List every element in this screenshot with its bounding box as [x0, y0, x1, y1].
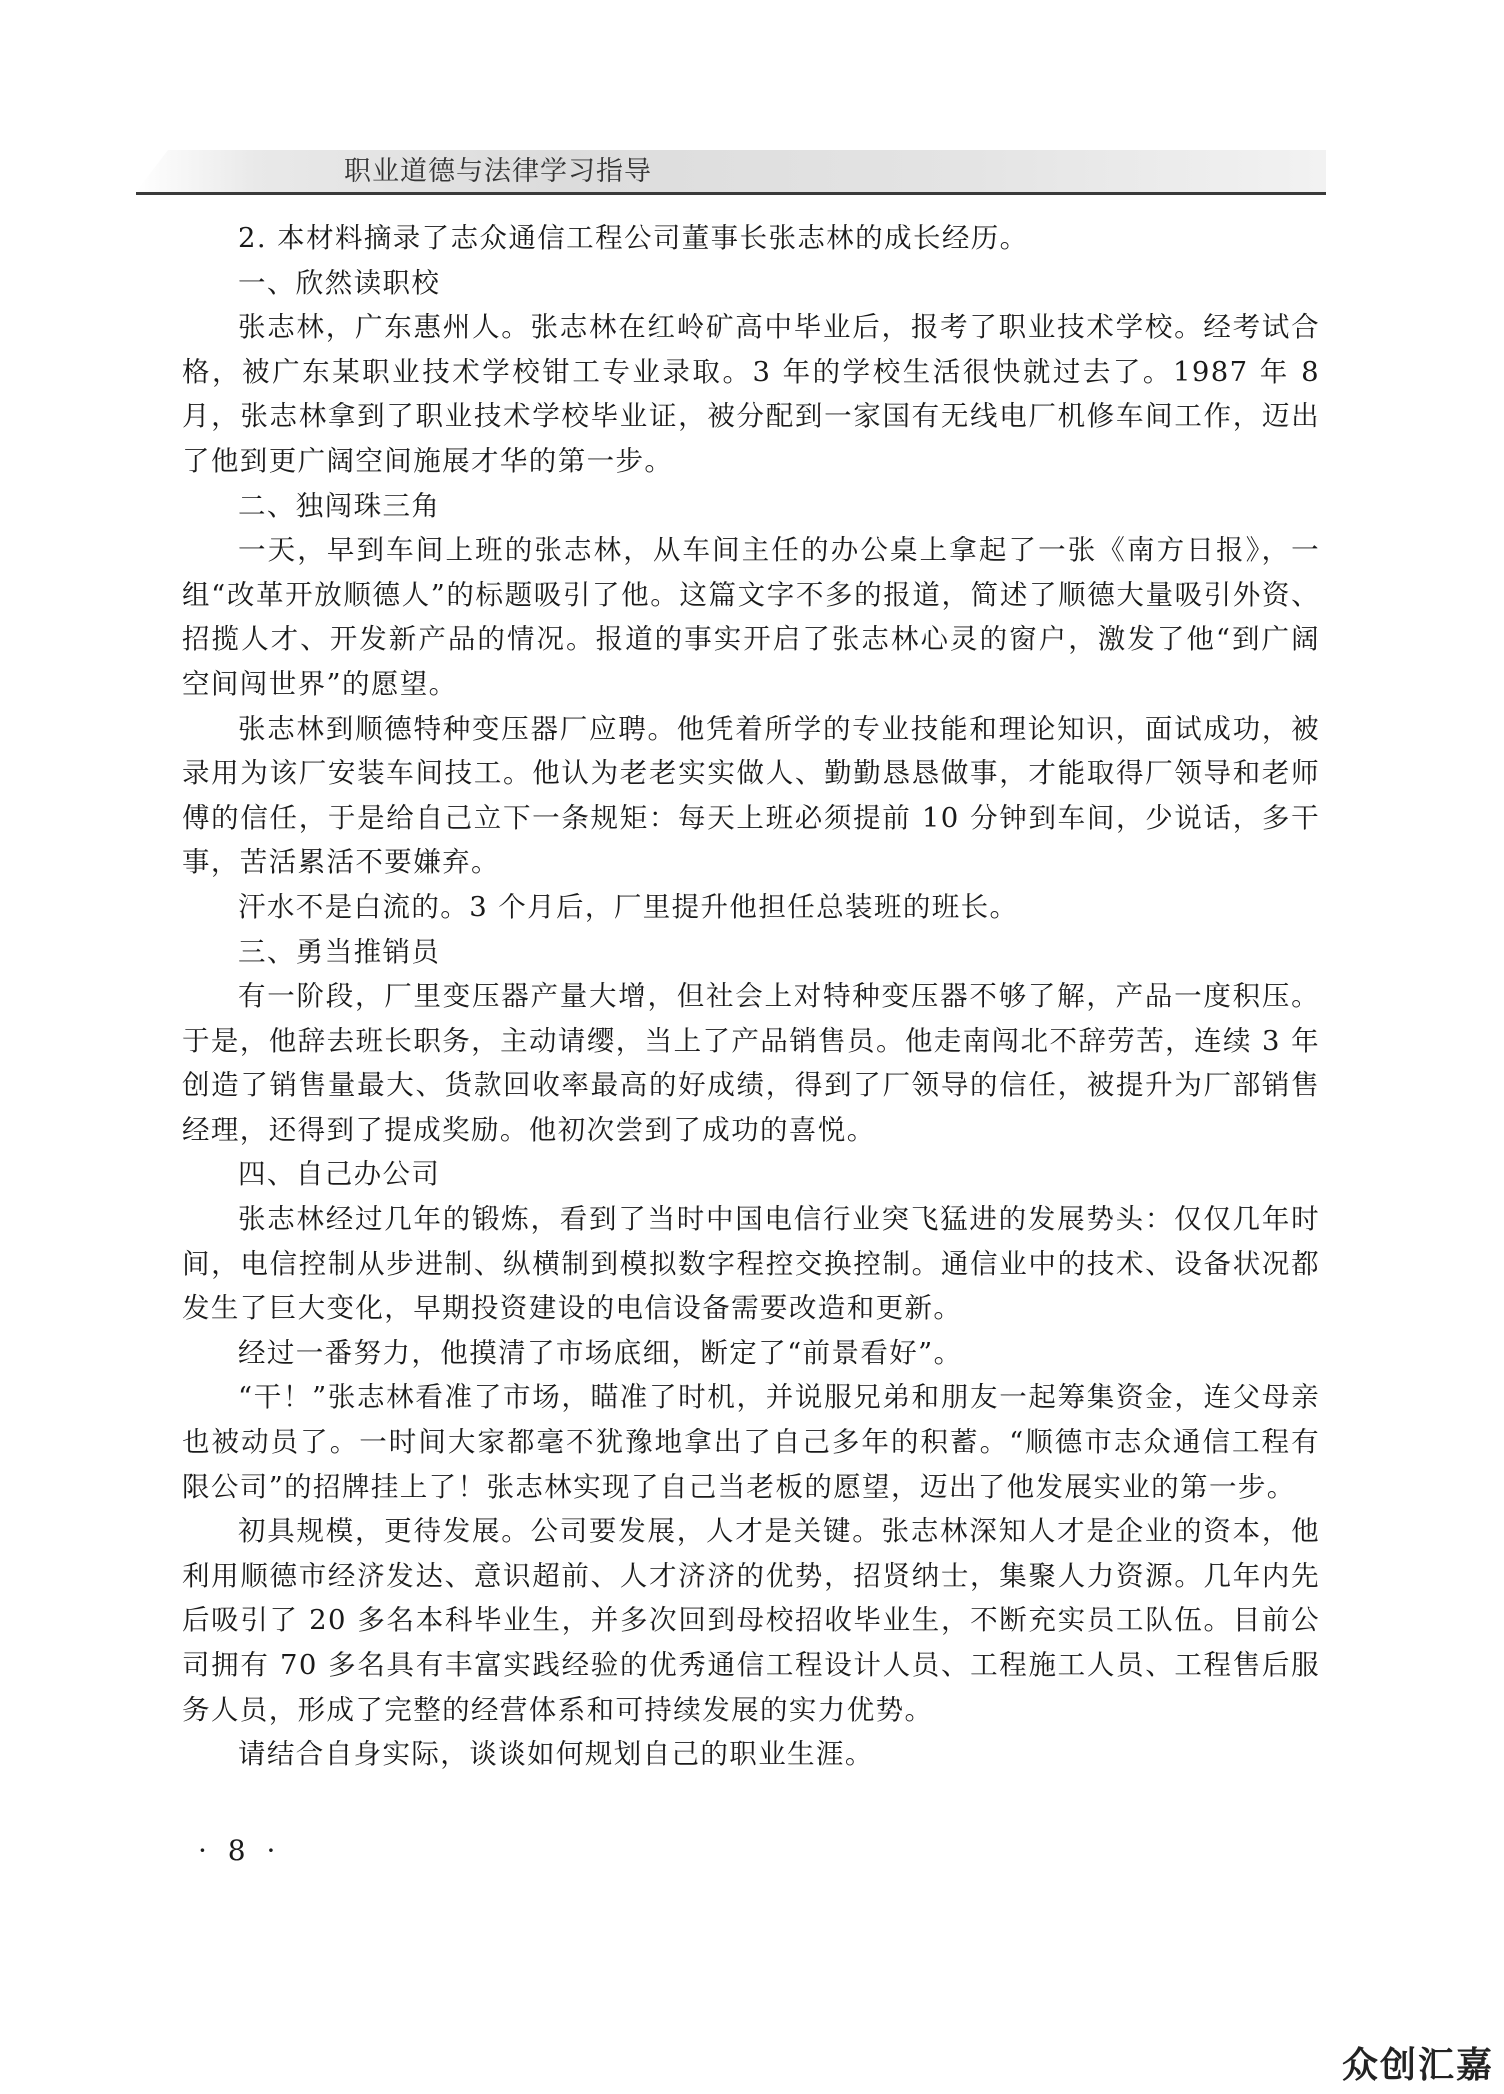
section-heading-2: 二、独闯珠三角	[238, 489, 441, 522]
section-heading-1: 一、欣然读职校	[238, 266, 441, 299]
page-body	[182, 216, 1320, 1777]
paragraph: 经过一番努力，他摸清了市场底细，断定了“前景看好”。	[238, 1336, 963, 1369]
watermark-logo: 众创汇嘉	[1341, 2045, 1494, 2086]
material-intro: 2. 本材料摘录了志众通信工程公司董事长张志林的成长经历。	[238, 222, 1029, 254]
paragraph: 有一阶段，厂里变压器产量大增，但社会上对特种变压器不够了解，产品一度积压。于是，他辞去班长职务，主动请缨，当上了产品销售员。他走南闯北不辞劳苦，连续 3 年创造了销售量最大、货款回收率最高的好成绩，得到了厂领导的信任，被提升为厂部销售经理，还得到了提成奖励。他初次尝到了成功的喜悦。	[182, 980, 1320, 1146]
discussion-question: 请结合自身实际，谈谈如何规划自己的职业生涯。	[238, 1738, 874, 1771]
page-number: · 8 ·	[198, 1834, 282, 1867]
paragraph: 张志林到顺德特种变压器厂应聘。他凭着所学的专业技能和理论知识，面试成功，被录用为该厂安装车间技工。他认为老老实实做人、勤勤恳恳做事，才能取得厂领导和老师傅的信任，于是给自己立下一条规矩：每天上班必须提前 10 分钟到车间，少说话，多干事，苦活累活不要嫌弃。	[182, 712, 1320, 879]
section-heading-4: 四、自己办公司	[238, 1158, 441, 1191]
paragraph: 张志林经过几年的锻炼，看到了当时中国电信行业突飞猛进的发展势头：仅仅几年时间，电信控制从步进制、纵横制到模拟数字程控交换控制。通信业中的技术、设备状况都发生了巨大变化，早期投资建设的电信设备需要改造和更新。	[182, 1203, 1320, 1325]
paragraph: 张志林，广东惠州人。张志林在红岭矿高中毕业后，报考了职业技术学校。经考试合格，被广东某职业技术学校钳工专业录取。3 年的学校生活很快就过去了。1987 年 8 月，张志林拿到了职业技术学校毕业证，被分配到一家国有无线电厂机修车间工作，迈出了他到更广阔空间施展才华的第一步。	[182, 311, 1320, 477]
header-gray-band	[136, 150, 1326, 192]
header-rule	[136, 192, 1326, 195]
paragraph: 初具规模，更待发展。公司要发展，人才是关键。张志林深知人才是企业的资本，他利用顺德市经济发达、意识超前、人才济济的优势，招贤纳士，集聚人力资源。几年内先后吸引了 20 多名本科毕业生，并多次回到母校招收毕业生，不断充实员工队伍。目前公司拥有 70 多名具有丰富实践经验的优秀通信工程设计人员、工程施工人员、工程售后服务人员，形成了完整的经营体系和可持续发展的实力优势。	[182, 1515, 1320, 1726]
paragraph: 汗水不是白流的。3 个月后，厂里提升他担任总装班的班长。	[238, 890, 1019, 923]
paragraph: 一天，早到车间上班的张志林，从车间主任的办公桌上拿起了一张《南方日报》，一组“改革开放顺德人”的标题吸引了他。这篇文字不多的报道，简述了顺德大量吸引外资、招揽人才、开发新产品的情况。报道的事实开启了张志林心灵的窗户，激发了他“到广阔空间闯世界”的愿望。	[182, 534, 1320, 700]
section-heading-3: 三、勇当推销员	[238, 935, 441, 968]
paragraph: “干！”张志林看准了市场，瞄准了时机，并说服兄弟和朋友一起筹集资金，连父母亲也被动员了。一时间大家都毫不犹豫地拿出了自己多年的积蓄。“顺德市志众通信工程有限公司”的招牌挂上了！张志林实现了自己当老板的愿望，迈出了他发展实业的第一步。	[182, 1381, 1320, 1503]
book-title: 职业道德与法律学习指导	[344, 156, 652, 187]
running-header	[136, 150, 1326, 196]
